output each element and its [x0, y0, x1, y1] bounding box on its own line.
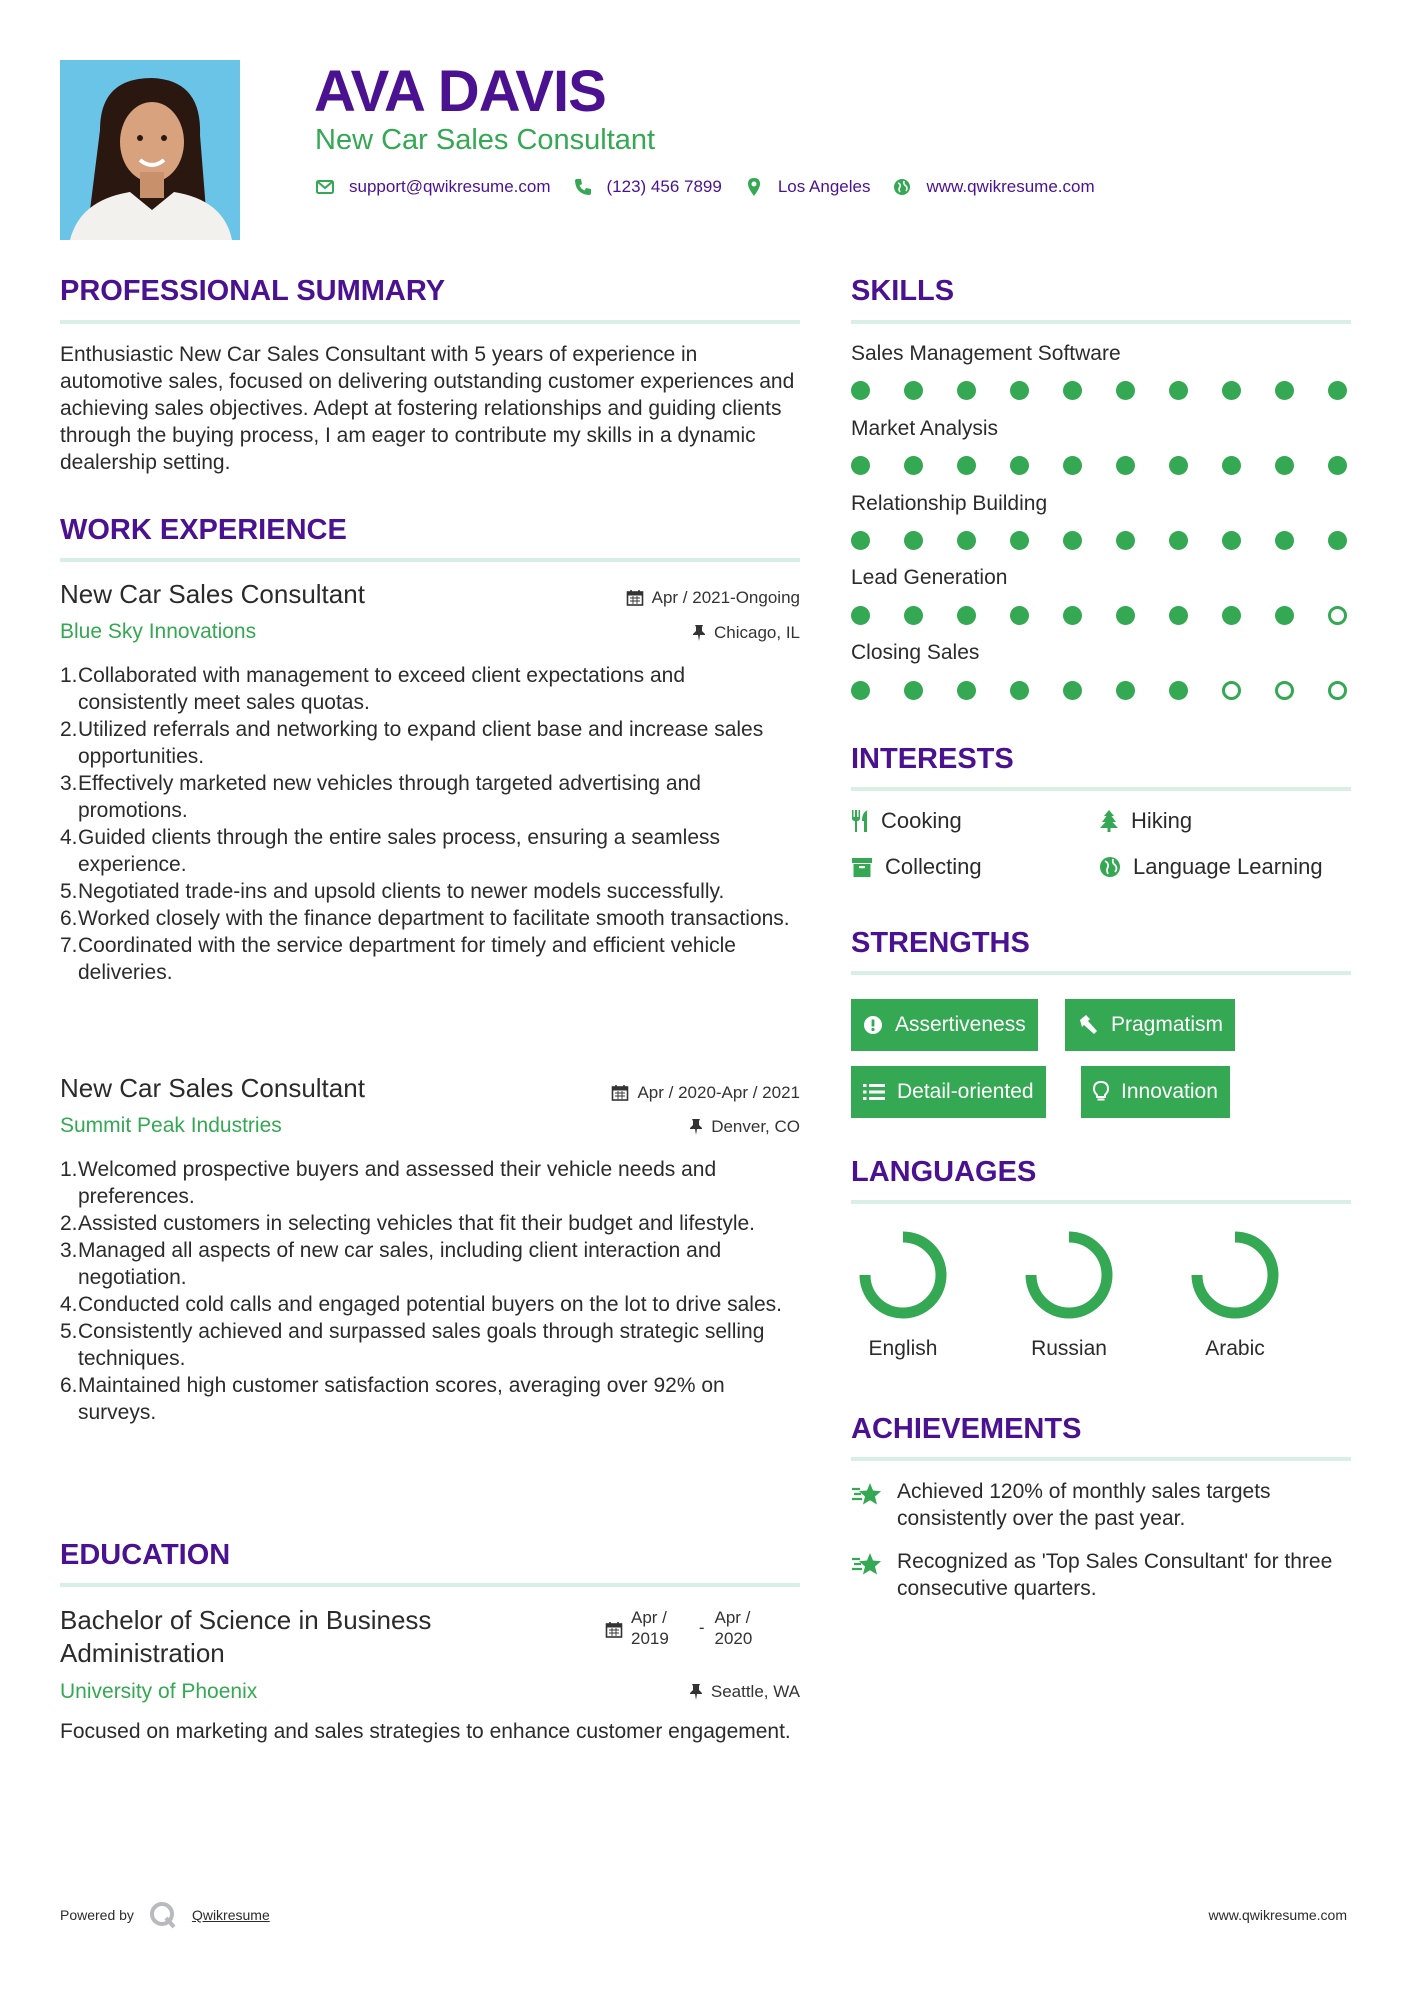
section-rule	[851, 971, 1351, 975]
rating-dot-empty	[1328, 681, 1347, 700]
education-dates	[605, 1607, 752, 1649]
rating-dot-filled	[1169, 681, 1188, 700]
section-rule	[60, 320, 800, 324]
job-location-text: Denver, CO	[711, 1117, 800, 1136]
rating-dot-filled	[1222, 456, 1241, 475]
calendar-icon	[605, 1621, 623, 1639]
list-item: 3. Managed all aspects of new car sales, including client interaction and negotiation.	[60, 1239, 722, 1289]
rating-dot-filled	[1169, 531, 1188, 550]
rating-dot-filled	[957, 681, 976, 700]
phone-icon	[573, 177, 593, 197]
candidate-name: AVA DAVIS	[314, 59, 606, 124]
rating-dot-filled	[1169, 606, 1188, 625]
rating-dot-filled	[1222, 606, 1241, 625]
language-ring	[853, 1225, 953, 1325]
section-title-languages: LANGUAGES	[851, 1156, 1037, 1188]
job-company: Blue Sky Innovations	[60, 620, 257, 643]
list-icon	[863, 1083, 885, 1101]
rating-dot-filled	[1063, 456, 1082, 475]
contact-bar	[315, 177, 1107, 197]
rating-dot-filled	[1063, 681, 1082, 700]
section-rule	[851, 787, 1351, 791]
section-rule	[60, 1583, 800, 1587]
list-item: 6. Maintained high customer satisfaction scores, averaging over 92% on surveys.	[60, 1374, 725, 1424]
candidate-role: New Car Sales Consultant	[315, 124, 656, 156]
map-marker-icon	[744, 177, 764, 197]
rating-dot-filled	[904, 381, 923, 400]
strength-tag: Detail-oriented	[851, 1066, 1046, 1118]
interest-item: Collecting	[851, 854, 982, 880]
globe-icon	[892, 177, 912, 197]
interest-item: Cooking	[851, 808, 962, 834]
rating-dot-filled	[1063, 381, 1082, 400]
date-separator: -	[698, 1618, 705, 1637]
footer-powered-by: Powered by Qwikresume	[60, 1900, 270, 1930]
skill-rating	[851, 381, 1351, 401]
star-icon	[851, 1481, 883, 1507]
job-title: New Car Sales Consultant	[60, 579, 365, 609]
rating-dot-empty	[1328, 606, 1347, 625]
hammer-icon	[1077, 1014, 1099, 1036]
section-title-strengths: STRENGTHS	[851, 927, 1030, 959]
rating-dot-filled	[957, 456, 976, 475]
star-icon	[851, 1551, 883, 1577]
education-start: Apr / 2019	[631, 1608, 669, 1648]
degree-title: Bachelor of Science in Business Administration	[60, 1605, 432, 1668]
envelope-icon	[315, 177, 335, 197]
contact-phone-text: (123) 456 7899	[606, 177, 722, 196]
section-rule	[851, 1200, 1351, 1204]
education-end: Apr / 2020	[714, 1608, 753, 1648]
rating-dot-filled	[1169, 456, 1188, 475]
globe-icon	[1099, 856, 1121, 878]
rating-dot-filled	[1328, 456, 1347, 475]
job-dates	[626, 588, 800, 608]
job-bullets	[60, 662, 800, 986]
footer-brand-link[interactable]: Qwikresume	[191, 1907, 270, 1923]
list-item: 2. Utilized referrals and networking to expand client base and increase sales opportunities.	[60, 718, 764, 768]
language-ring-arc	[865, 1237, 941, 1313]
contact-website[interactable]	[892, 177, 1094, 197]
job-dates	[611, 1083, 800, 1103]
skill-rating	[851, 606, 1351, 626]
rating-dot-filled	[1275, 606, 1294, 625]
rating-dot-filled	[1328, 531, 1347, 550]
rating-dot-filled	[1275, 456, 1294, 475]
education-description: Focused on marketing and sales strategies to enhance customer engagement.	[60, 1720, 791, 1743]
skill-name: Lead Generation	[851, 566, 1008, 589]
list-item: 2. Assisted customers in selecting vehicles that fit their budget and lifestyle.	[60, 1212, 756, 1235]
rating-dot-filled	[1275, 531, 1294, 550]
utensils-icon	[851, 809, 869, 833]
rating-dot-filled	[851, 531, 870, 550]
list-item: 5. Consistently achieved and surpassed sales goals through strategic selling techniques.	[60, 1320, 765, 1370]
language-ring	[1185, 1225, 1285, 1325]
job-location-text: Chicago, IL	[714, 623, 800, 642]
rating-dot-filled	[1275, 381, 1294, 400]
skill-name: Market Analysis	[851, 417, 999, 440]
contact-email-text: support@qwikresume.com	[349, 177, 551, 196]
job-title: New Car Sales Consultant	[60, 1073, 365, 1103]
contact-website-text: www.qwikresume.com	[926, 177, 1095, 196]
section-title-skills: SKILLS	[851, 275, 955, 307]
job-dates-text: Apr / 2021-Ongoing	[651, 588, 800, 607]
contact-location	[744, 177, 871, 197]
rating-dot-filled	[1116, 456, 1135, 475]
footer-site-link[interactable]: www.qwikresume.com	[1208, 1907, 1347, 1923]
thumbtack-icon	[692, 624, 706, 642]
interest-item: Hiking	[1099, 808, 1192, 834]
contact-location-text: Los Angeles	[777, 177, 871, 196]
thumbtack-icon	[689, 1118, 703, 1136]
list-item: 4. Guided clients through the entire sales process, ensuring a seamless experience.	[60, 826, 721, 876]
rating-dot-filled	[1063, 606, 1082, 625]
rating-dot-filled	[904, 681, 923, 700]
rating-dot-filled	[957, 381, 976, 400]
rating-dot-empty	[1275, 681, 1294, 700]
calendar-icon	[611, 1084, 629, 1102]
calendar-icon	[626, 589, 644, 607]
language-item: Russian	[999, 1225, 1139, 1361]
strength-tag: Assertiveness	[851, 999, 1038, 1051]
list-item: 1. Welcomed prospective buyers and assessed their vehicle needs and preferences.	[60, 1158, 717, 1208]
language-ring-arc	[1197, 1237, 1273, 1313]
language-ring-arc	[1031, 1237, 1107, 1313]
section-title-work: WORK EXPERIENCE	[60, 514, 347, 546]
rating-dot-filled	[1169, 381, 1188, 400]
rating-dot-filled	[1010, 681, 1029, 700]
contact-phone[interactable]	[573, 177, 722, 197]
rating-dot-filled	[1116, 531, 1135, 550]
job-location	[692, 623, 800, 643]
skill-rating	[851, 531, 1351, 551]
profile-photo	[60, 60, 240, 240]
skill-name: Relationship Building	[851, 492, 1048, 515]
rating-dot-filled	[1010, 606, 1029, 625]
rating-dot-filled	[1063, 531, 1082, 550]
rating-dot-filled	[851, 381, 870, 400]
rating-dot-filled	[1116, 681, 1135, 700]
job-company: Summit Peak Industries	[60, 1114, 282, 1137]
skill-name: Closing Sales	[851, 641, 980, 664]
rating-dot-filled	[1116, 381, 1135, 400]
skill-name: Sales Management Software	[851, 342, 1121, 365]
rating-dot-filled	[851, 681, 870, 700]
job-bullets	[60, 1156, 800, 1426]
rating-dot-filled	[1010, 456, 1029, 475]
qwikresume-logo-icon	[148, 1900, 178, 1930]
interest-item: Language Learning	[1099, 854, 1323, 880]
list-item: 1. Collaborated with management to exceed client expectations and consistently meet sales quotas.	[60, 664, 686, 714]
section-title-interests: INTERESTS	[851, 743, 1014, 775]
job-dates-text: Apr / 2020-Apr / 2021	[637, 1083, 800, 1102]
rating-dot-filled	[1222, 381, 1241, 400]
rating-dot-filled	[1116, 606, 1135, 625]
section-title-summary: PROFESSIONAL SUMMARY	[60, 275, 446, 307]
job-location	[689, 1117, 800, 1137]
strength-tag: Pragmatism	[1065, 999, 1235, 1051]
tree-icon	[1099, 809, 1119, 833]
rating-dot-filled	[1222, 531, 1241, 550]
achievement-item: Achieved 120% of monthly sales targets consistently over the past year.	[851, 1478, 1351, 1532]
section-title-education: EDUCATION	[60, 1539, 231, 1571]
list-item: 6. Worked closely with the finance department to facilitate smooth transactions.	[60, 907, 790, 930]
rating-dot-empty	[1222, 681, 1241, 700]
rating-dot-filled	[851, 606, 870, 625]
education-location-text: Seattle, WA	[710, 1682, 800, 1701]
summary-text: Enthusiastic New Car Sales Consultant with 5 years of experience in automotive sales, focused on delivering outstanding customer experiences and achieving sales objectives. Adept at fostering relationships and guiding clients through the buying process, I am eager to contribute my skills in a dynamic dealership setting.	[60, 343, 795, 474]
language-ring	[1019, 1225, 1119, 1325]
exclamation-circle-icon	[863, 1015, 883, 1035]
rating-dot-filled	[904, 531, 923, 550]
achievement-item: Recognized as 'Top Sales Consultant' for three consecutive quarters.	[851, 1548, 1351, 1602]
list-item: 4. Conducted cold calls and engaged potential buyers on the lot to drive sales.	[60, 1293, 782, 1316]
school-name: University of Phoenix	[60, 1680, 258, 1703]
section-title-achievements: ACHIEVEMENTS	[851, 1413, 1082, 1445]
section-rule	[60, 558, 800, 562]
education-location	[689, 1682, 800, 1702]
language-item: English	[833, 1225, 973, 1361]
rating-dot-filled	[1010, 531, 1029, 550]
list-item: 7. Coordinated with the service department for timely and efficient vehicle deliveries.	[60, 934, 736, 984]
lightbulb-icon	[1093, 1081, 1109, 1103]
rating-dot-filled	[957, 531, 976, 550]
rating-dot-filled	[904, 456, 923, 475]
contact-email[interactable]	[315, 177, 551, 197]
skill-rating	[851, 456, 1351, 476]
archive-box-icon	[851, 856, 873, 878]
rating-dot-filled	[851, 456, 870, 475]
language-item: Arabic	[1165, 1225, 1305, 1361]
list-item: 5. Negotiated trade-ins and upsold clients to newer models successfully.	[60, 880, 725, 903]
thumbtack-icon	[689, 1683, 703, 1701]
list-item: 3. Effectively marketed new vehicles through targeted advertising and promotions.	[60, 772, 701, 822]
rating-dot-filled	[957, 606, 976, 625]
section-rule	[851, 320, 1351, 324]
skill-rating	[851, 681, 1351, 701]
rating-dot-filled	[904, 606, 923, 625]
strength-tag: Innovation	[1081, 1066, 1230, 1118]
rating-dot-filled	[1010, 381, 1029, 400]
rating-dot-filled	[1328, 381, 1347, 400]
section-rule	[851, 1457, 1351, 1461]
